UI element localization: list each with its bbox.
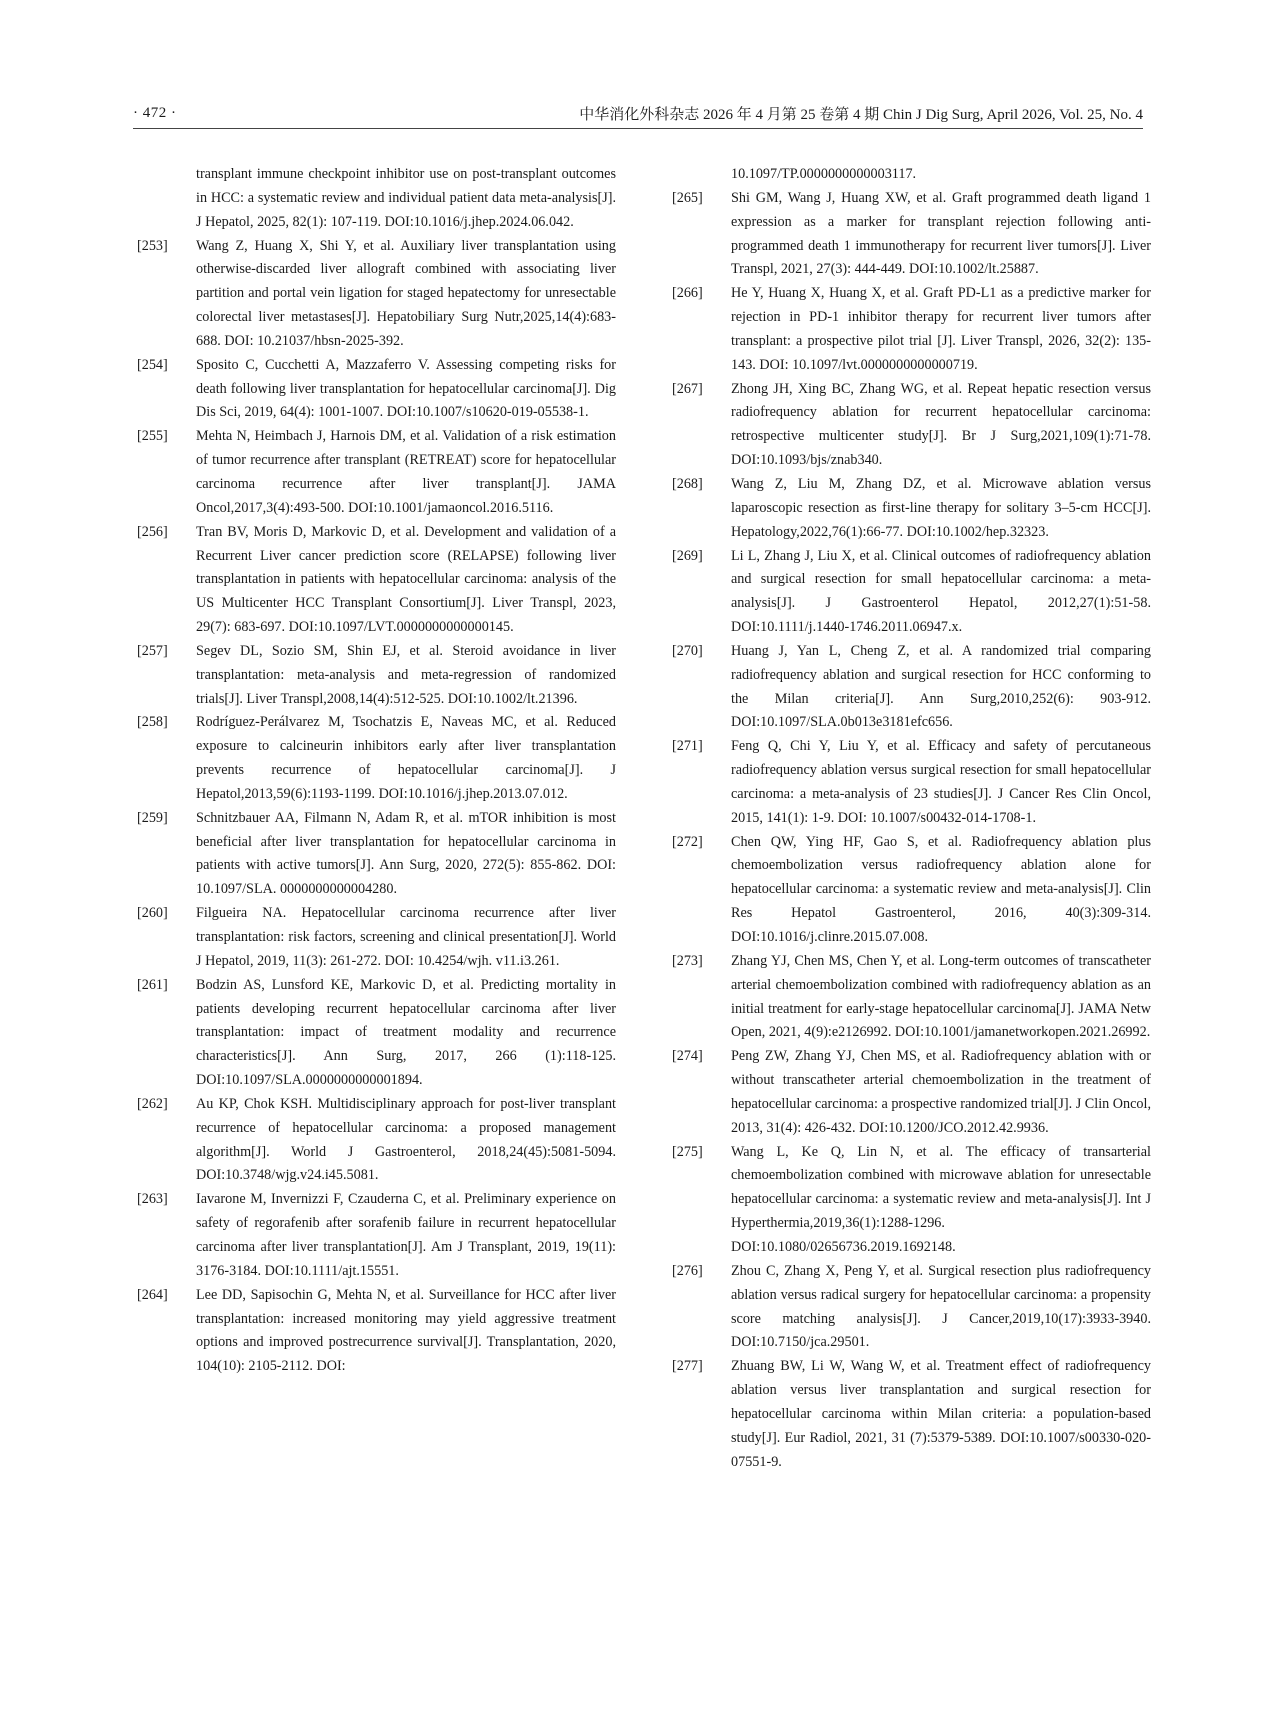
reference-entry	[137, 807, 616, 902]
reference-entry	[672, 1260, 1151, 1355]
reference-entry	[137, 235, 616, 354]
reference-number: [254]	[137, 356, 168, 373]
reference-entry	[672, 1141, 1151, 1260]
reference-number: [269]	[672, 547, 703, 564]
reference-number: [265]	[672, 189, 703, 206]
reference-number: [259]	[137, 809, 168, 826]
reference-text: Rodríguez-Perálvarez M, Tsochatzis E, Naveas MC, et al. Reduced exposure to calcineurin inhibitors early after liver transplantation prevents recurrence of hepatocellular carcinoma[J]. J Hepatol,2013,59(6):1193-1199. DOI:10.1016/j.jhep.2013.07.012.	[196, 714, 616, 802]
reference-column-right	[672, 163, 1151, 1474]
reference-entry	[672, 473, 1151, 545]
reference-text: Zhou C, Zhang X, Peng Y, et al. Surgical resection plus radiofrequency ablation versus radical surgery for hepatocellular carcinoma: a propensity score matching analysis[J]. J Cancer,2019,10(17):3933-3940. DOI:10.7150/jca.29501.	[731, 1262, 1151, 1351]
reference-number: [276]	[672, 1262, 703, 1279]
reference-text: Huang J, Yan L, Cheng Z, et al. A randomized trial comparing radiofrequency ablation and surgical resection for HCC conforming to the Milan criteria[J]. Ann Surg,2010,252(6): 903-912. DOI:10.1097/SLA.0b013e3181efc656.	[731, 642, 1151, 731]
reference-number: [262]	[137, 1095, 168, 1112]
reference-text: Au KP, Chok KSH. Multidisciplinary approach for post-liver transplant recurrence of hepatocellular carcinoma: a proposed management algorithm[J]. World J Gastroenterol, 2018,24(45):5081-5094. DOI:10.3748/wjg.v24.i45.5081.	[196, 1095, 616, 1184]
reference-entry	[137, 1284, 616, 1379]
reference-entry	[672, 1355, 1151, 1474]
reference-number: [275]	[672, 1143, 703, 1160]
reference-text: Chen QW, Ying HF, Gao S, et al. Radiofrequency ablation plus chemoembolization versus radiofrequency ablation alone for hepatocellular carcinoma: a systematic review and meta-analysis[J]. Clin Res Hepatol Gastroenterol, 2016, 40(3):309-314. DOI:10.1016/j.clinre.2015.07.008.	[731, 833, 1151, 945]
reference-entry	[672, 378, 1151, 473]
reference-text: Zhuang BW, Li W, Wang W, et al. Treatment effect of radiofrequency ablation versus liver transplantation and surgical resection for hepatocellular carcinoma within Milan criteria: a population-based study[J]. Eur Radiol, 2021, 31 (7):5379-5389. DOI:10.1007/s00330-020-07551-9.	[731, 1358, 1151, 1470]
reference-text: Segev DL, Sozio SM, Shin EJ, et al. Steroid avoidance in liver transplantation: meta-analysis and meta-regression of randomized trials[J]. Liver Transpl,2008,14(4):512-525. DOI:10.1002/lt.21396.	[196, 642, 616, 707]
reference-text: Li L, Zhang J, Liu X, et al. Clinical outcomes of radiofrequency ablation and surgical resection for small hepatocellular carcinoma: a meta-analysis[J]. J Gastroenterol Hepatol, 2012,27(1):51-58. DOI:10.1111/j.1440-1746.2011.06947.x.	[731, 547, 1151, 636]
reference-entry	[672, 1045, 1151, 1140]
reference-entry	[137, 425, 616, 520]
reference-text: Lee DD, Sapisochin G, Mehta N, et al. Surveillance for HCC after liver transplantation: increased monitoring may yield aggressive treatment options and improved postrecurrence survival[J]. Transplantation, 2020, 104(10): 2105-2112. DOI:	[196, 1286, 616, 1375]
reference-entry	[137, 902, 616, 974]
reference-text: Mehta N, Heimbach J, Harnois DM, et al. Validation of a risk estimation of tumor recurrence after transplant (RETREAT) score for hepatocellular carcinoma recurrence after liver transplant[J]. JAMA Oncol,2017,3(4):493-500. DOI:10.1001/jamaoncol.2016.5116.	[196, 428, 616, 516]
reference-text: Zhang YJ, Chen MS, Chen Y, et al. Long-term outcomes of transcatheter arterial chemoembolization combined with radiofrequency ablation as an initial treatment for early-stage hepatocellular carcinoma[J]. JAMA Netw Open, 2021, 4(9):e2126992. DOI:10.1001/jamanetworkopen.2021.26992.	[731, 952, 1151, 1041]
reference-text: Shi GM, Wang J, Huang XW, et al. Graft programmed death ligand 1 expression as a marker for transplant rejection following anti-programmed death 1 immunotherapy for recurrent liver tumors[J]. Liver Transpl, 2021, 27(3): 444-449. DOI:10.1002/lt.25887.	[731, 189, 1151, 278]
reference-text: Sposito C, Cucchetti A, Mazzaferro V. Assessing competing risks for death following liver transplantation for hepatocellular carcinoma[J]. Dig Dis Sci, 2019, 64(4): 1001-1007. DOI:10.1007/s10620-019-05538-1.	[196, 356, 616, 421]
reference-entry	[137, 1188, 616, 1283]
reference-entry	[672, 831, 1151, 950]
reference-number: [260]	[137, 905, 168, 922]
reference-number: [277]	[672, 1358, 703, 1375]
reference-number: [263]	[137, 1191, 168, 1208]
reference-entry	[137, 974, 616, 1093]
reference-number: [253]	[137, 237, 168, 254]
reference-entry	[672, 950, 1151, 1045]
running-header	[133, 100, 1143, 129]
reference-text: transplant immune checkpoint inhibitor use on post-transplant outcomes in HCC: a systematic review and individual patient data meta-analysis[J]. J Hepatol, 2025, 82(1): 107-119. DOI:10.1016/j.jhep.2024.06.042.	[196, 166, 616, 230]
reference-number: [267]	[672, 380, 703, 397]
reference-number: [266]	[672, 285, 703, 302]
reference-number: [272]	[672, 833, 703, 850]
reference-text: Tran BV, Moris D, Markovic D, et al. Development and validation of a Recurrent Liver cancer prediction score (RELAPSE) following liver transplantation in patients with hepatocellular carcinoma: analysis of the US Multicenter HCC Transplant Consortium[J]. Liver Transpl, 2023, 29(7): 683-697. DOI:10.1097/LVT.0000000000000145.	[196, 523, 616, 636]
reference-entry	[137, 521, 616, 640]
reference-text: Wang L, Ke Q, Lin N, et al. The efficacy of transarterial chemoembolization combined with microwave ablation for unresectable hepatocellular carcinoma: a systematic review and meta-analysis[J]. Int J Hyperthermia,2019,36(1):1288-1296. DOI:10.1080/02656736.2019.1692148.	[731, 1143, 1151, 1255]
reference-entry	[137, 354, 616, 426]
reference-number: [255]	[137, 428, 168, 445]
reference-number: [274]	[672, 1048, 703, 1065]
reference-entry	[672, 163, 1151, 187]
reference-number: [256]	[137, 523, 168, 540]
reference-text: Wang Z, Liu M, Zhang DZ, et al. Microwave ablation versus laparoscopic resection as first-line therapy for solitary 3–5-cm HCC[J]. Hepatology,2022,76(1):66-77. DOI:10.1002/hep.32323.	[731, 475, 1151, 540]
reference-entry	[137, 163, 616, 235]
reference-column-left	[137, 163, 616, 1379]
journal-citation-line: 中华消化外科杂志 2026 年 4 月第 25 卷第 4 期 Chin J Dig Surg, April 2026, Vol. 25, No. 4	[579, 107, 1143, 123]
reference-text: Feng Q, Chi Y, Liu Y, et al. Efficacy and safety of percutaneous radiofrequency ablation versus surgical resection for small hepatocellular carcinoma: a meta-analysis of 23 studies[J]. J Cancer Res Clin Oncol, 2015, 141(1): 1-9. DOI: 10.1007/s00432-014-1708-1.	[731, 738, 1151, 826]
reference-entry	[137, 1093, 616, 1188]
reference-number: [271]	[672, 738, 703, 755]
reference-entry	[137, 640, 616, 712]
reference-number: [264]	[137, 1286, 168, 1303]
reference-entry	[672, 282, 1151, 377]
reference-text: 10.1097/TP.0000000000003117.	[731, 166, 917, 182]
reference-entry	[672, 187, 1151, 282]
reference-entry	[137, 711, 616, 806]
reference-entry	[672, 545, 1151, 640]
reference-number: [258]	[137, 714, 168, 731]
reference-entry	[672, 735, 1151, 830]
reference-text: He Y, Huang X, Huang X, et al. Graft PD-L1 as a predictive marker for rejection in PD-1 inhibitor therapy for recurrent liver tumors after transplant: a prospective pilot trial [J]. Liver Transpl, 2026, 32(2): 135-143. DOI: 10.1097/lvt.0000000000000719.	[731, 285, 1151, 373]
reference-entry	[672, 640, 1151, 735]
reference-number: [268]	[672, 475, 703, 492]
reference-text: Zhong JH, Xing BC, Zhang WG, et al. Repeat hepatic resection versus radiofrequency ablation for recurrent hepatocellular carcinoma: retrospective multicenter study[J]. Br J Surg,2021,109(1):71-78. DOI:10.1093/bjs/znab340.	[731, 380, 1151, 469]
reference-text: Wang Z, Huang X, Shi Y, et al. Auxiliary liver transplantation using otherwise-discarded liver allograft combined with associating liver partition and portal vein ligation for staged hepatectomy for unresectable colorectal liver metastases[J]. Hepatobiliary Surg Nutr,2025,14(4):683-688. DOI: 10.21037/hbsn-2025-392.	[196, 237, 616, 349]
reference-number: [273]	[672, 952, 703, 969]
reference-number: [270]	[672, 642, 703, 659]
page-number: · 472 ·	[133, 105, 177, 121]
reference-text: Schnitzbauer AA, Filmann N, Adam R, et al. mTOR inhibition is most beneficial after liver transplantation for hepatocellular carcinoma in patients with active tumors[J]. Ann Surg, 2020, 272(5): 855-862. DOI: 10.1097/SLA. 0000000000004280.	[196, 809, 616, 898]
reference-number: [261]	[137, 976, 168, 993]
reference-text: Filgueira NA. Hepatocellular carcinoma recurrence after liver transplantation: risk factors, screening and clinical presentation[J]. World J Hepatol, 2019, 11(3): 261-272. DOI: 10.4254/wjh. v11.i3.261.	[196, 905, 616, 969]
reference-text: Iavarone M, Invernizzi F, Czauderna C, et al. Preliminary experience on safety of regorafenib after sorafenib failure in recurrent hepatocellular carcinoma after liver transplantation[J]. Am J Transplant, 2019, 19(11): 3176-3184. DOI:10.1111/ajt.15551.	[196, 1191, 616, 1279]
reference-number: [257]	[137, 642, 168, 659]
reference-text: Peng ZW, Zhang YJ, Chen MS, et al. Radiofrequency ablation with or without transcatheter arterial chemoembolization in the treatment of hepatocellular carcinoma: a prospective randomized trial[J]. J Clin Oncol, 2013, 31(4): 426-432. DOI:10.1200/JCO.2012.42.9936.	[731, 1048, 1151, 1136]
reference-text: Bodzin AS, Lunsford KE, Markovic D, et al. Predicting mortality in patients developing recurrent hepatocellular carcinoma after liver transplantation: impact of treatment modality and recurrence characteristics[J]. Ann Surg, 2017, 266 (1):118-125. DOI:10.1097/SLA.0000000000001894.	[196, 976, 616, 1089]
